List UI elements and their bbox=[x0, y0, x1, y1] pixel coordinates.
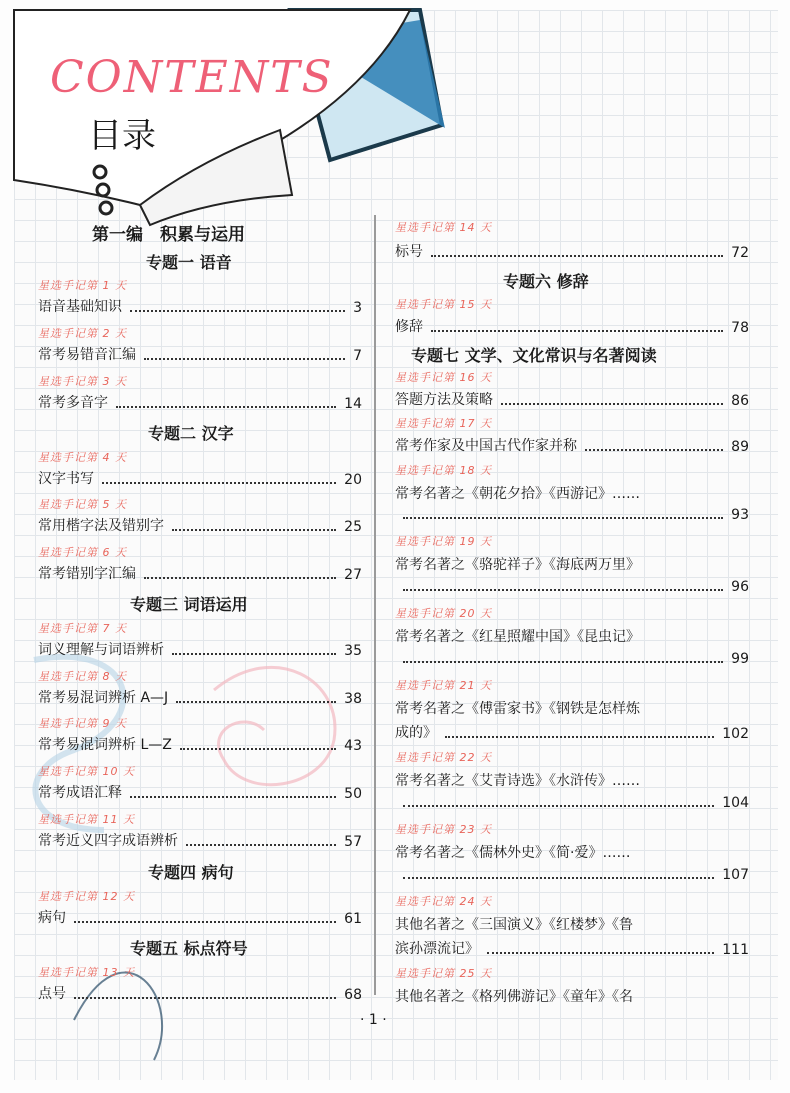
leader-dots bbox=[130, 796, 336, 798]
toc-entry[interactable] bbox=[38, 392, 362, 412]
entry-page: 68 bbox=[344, 987, 362, 1003]
topic-heading-2: 专题二 汉字 bbox=[148, 424, 234, 443]
leader-dots bbox=[431, 255, 723, 257]
entry-title: 常考错别字汇编 bbox=[38, 566, 136, 582]
topic-heading-7: 专题七 文学、文化常识与名著阅读 bbox=[411, 346, 657, 365]
leader-dots bbox=[403, 805, 714, 807]
day-label: 星选手记第 7 天 bbox=[38, 622, 127, 635]
entry-title: 语音基础知识 bbox=[38, 299, 122, 315]
entry-page: 104 bbox=[722, 795, 749, 811]
toc-entry[interactable] bbox=[38, 344, 362, 364]
leader-dots bbox=[487, 952, 714, 954]
topic-heading-4: 专题四 病句 bbox=[148, 863, 234, 882]
day-label: 星选手记第 2 天 bbox=[38, 327, 127, 340]
toc-entry[interactable] bbox=[38, 468, 362, 488]
entry-title: 修辞 bbox=[395, 319, 423, 335]
entry-page: 27 bbox=[344, 567, 362, 583]
day-label: 星选手记第 13 天 bbox=[38, 966, 135, 979]
day-label: 星选手记第 20 天 bbox=[395, 607, 492, 620]
toc-entry[interactable] bbox=[395, 316, 749, 336]
entry-title-continued: 成的》 bbox=[395, 725, 437, 741]
leader-dots bbox=[74, 997, 336, 999]
day-label: 星选手记第 8 天 bbox=[38, 670, 127, 683]
topic-heading-6: 专题六 修辞 bbox=[503, 272, 589, 291]
day-label: 星选手记第 17 天 bbox=[395, 417, 492, 430]
toc-entry[interactable] bbox=[38, 830, 362, 850]
entry-title[interactable]: 常考名著之《儒林外史》《简·爱》…… bbox=[395, 845, 631, 861]
day-label: 星选手记第 9 天 bbox=[38, 717, 127, 730]
toc-entry[interactable] bbox=[38, 563, 362, 583]
entry-title-continued: 滨孙漂流记》 bbox=[395, 941, 479, 957]
day-label: 星选手记第 14 天 bbox=[395, 221, 492, 234]
leader-dots bbox=[130, 310, 345, 312]
leader-dots bbox=[403, 661, 723, 663]
day-label: 星选手记第 10 天 bbox=[38, 765, 135, 778]
toc-entry[interactable] bbox=[395, 867, 749, 883]
notebook-illustration bbox=[0, 0, 460, 240]
day-label: 星选手记第 19 天 bbox=[395, 535, 492, 548]
topic-heading-3: 专题三 词语运用 bbox=[130, 595, 248, 614]
entry-page: 99 bbox=[731, 651, 749, 667]
entry-page: 3 bbox=[353, 300, 362, 316]
toc-entry[interactable] bbox=[395, 389, 749, 409]
day-label: 星选手记第 15 天 bbox=[395, 298, 492, 311]
mulu-heading: 目录 bbox=[88, 116, 156, 156]
toc-entry[interactable] bbox=[395, 795, 749, 811]
toc-entry[interactable] bbox=[38, 907, 362, 927]
day-label: 星选手记第 5 天 bbox=[38, 498, 127, 511]
entry-title[interactable]: 其他名著之《三国演义》《红楼梦》《鲁 bbox=[395, 917, 633, 933]
entry-page: 38 bbox=[344, 691, 362, 707]
toc-entry[interactable] bbox=[395, 507, 749, 523]
entry-page: 93 bbox=[731, 507, 749, 523]
entry-page: 86 bbox=[731, 393, 749, 409]
leader-dots bbox=[144, 577, 336, 579]
entry-page: 96 bbox=[731, 579, 749, 595]
toc-entry[interactable] bbox=[38, 296, 362, 316]
toc-entry[interactable] bbox=[38, 639, 362, 659]
page-number: · 1 · bbox=[360, 1012, 387, 1028]
leader-dots bbox=[172, 653, 336, 655]
contents-heading: CONTENTS bbox=[50, 52, 334, 103]
toc-entry[interactable] bbox=[38, 734, 362, 754]
toc-entry[interactable] bbox=[38, 687, 362, 707]
leader-dots bbox=[431, 330, 723, 332]
entry-page: 61 bbox=[344, 911, 362, 927]
entry-title: 常用楷字法及错别字 bbox=[38, 518, 164, 534]
entry-page: 89 bbox=[731, 439, 749, 455]
entry-page: 102 bbox=[722, 726, 749, 742]
entry-title: 答题方法及策略 bbox=[395, 392, 493, 408]
leader-dots bbox=[144, 358, 345, 360]
entry-page: 43 bbox=[344, 738, 362, 754]
entry-page: 50 bbox=[344, 786, 362, 802]
day-label: 星选手记第 24 天 bbox=[395, 895, 492, 908]
day-label: 星选手记第 22 天 bbox=[395, 751, 492, 764]
leader-dots bbox=[445, 736, 714, 738]
entry-page: 14 bbox=[344, 396, 362, 412]
entry-title: 病句 bbox=[38, 910, 66, 926]
leader-dots bbox=[186, 844, 336, 846]
entry-title[interactable]: 常考名著之《骆驼祥子》《海底两万里》 bbox=[395, 557, 640, 573]
day-label: 星选手记第 1 天 bbox=[38, 279, 127, 292]
toc-entry[interactable] bbox=[38, 515, 362, 535]
toc-entry[interactable] bbox=[395, 722, 749, 742]
entry-title[interactable]: 常考名著之《朝花夕拾》《西游记》…… bbox=[395, 486, 640, 502]
entry-page: 57 bbox=[344, 834, 362, 850]
entry-title[interactable]: 常考名著之《艾青诗选》《水浒传》…… bbox=[395, 773, 640, 789]
leader-dots bbox=[585, 449, 723, 451]
entry-page: 7 bbox=[353, 348, 362, 364]
leader-dots bbox=[176, 701, 336, 703]
day-label: 星选手记第 11 天 bbox=[38, 813, 135, 826]
entry-page: 35 bbox=[344, 643, 362, 659]
entry-title[interactable]: 常考名著之《红星照耀中国》《昆虫记》 bbox=[395, 629, 640, 645]
entry-page: 20 bbox=[344, 472, 362, 488]
entry-title: 常考成语汇释 bbox=[38, 785, 122, 801]
day-label: 星选手记第 16 天 bbox=[395, 371, 492, 384]
toc-entry[interactable] bbox=[395, 241, 749, 261]
entry-page: 25 bbox=[344, 519, 362, 535]
entry-title: 标号 bbox=[395, 244, 423, 260]
entry-title: 点号 bbox=[38, 986, 66, 1002]
entry-title: 常考多音字 bbox=[38, 395, 108, 411]
topic-heading-1: 专题一 语音 bbox=[146, 253, 232, 272]
entry-title[interactable]: 其他名著之《格列佛游记》《童年》《名 bbox=[395, 989, 633, 1005]
entry-page: 72 bbox=[731, 245, 749, 261]
leader-dots bbox=[501, 403, 723, 405]
column-divider bbox=[374, 215, 376, 995]
toc-entry[interactable] bbox=[38, 983, 362, 1003]
toc-entry[interactable] bbox=[395, 938, 749, 958]
entry-title: 常考近义四字成语辨析 bbox=[38, 833, 178, 849]
toc-entry[interactable] bbox=[395, 435, 749, 455]
part-title: 第一编 积累与运用 bbox=[92, 225, 245, 245]
toc-entry[interactable] bbox=[395, 579, 749, 595]
leader-dots bbox=[180, 748, 336, 750]
toc-entry[interactable] bbox=[395, 651, 749, 667]
toc-entry[interactable] bbox=[38, 782, 362, 802]
entry-title: 词义理解与词语辨析 bbox=[38, 642, 164, 658]
day-label: 星选手记第 23 天 bbox=[395, 823, 492, 836]
entry-title: 常考作家及中国古代作家并称 bbox=[395, 438, 577, 454]
day-label: 星选手记第 12 天 bbox=[38, 890, 135, 903]
day-label: 星选手记第 21 天 bbox=[395, 679, 492, 692]
entry-title: 常考易混词辨析 L—Z bbox=[38, 737, 172, 753]
leader-dots bbox=[172, 529, 336, 531]
entry-title: 常考易混词辨析 A—J bbox=[38, 690, 169, 706]
day-label: 星选手记第 3 天 bbox=[38, 375, 127, 388]
day-label: 星选手记第 6 天 bbox=[38, 546, 127, 559]
leader-dots bbox=[403, 589, 723, 591]
entry-title[interactable]: 常考名著之《傅雷家书》《钢铁是怎样炼 bbox=[395, 701, 640, 717]
day-label: 星选手记第 25 天 bbox=[395, 967, 492, 980]
leader-dots bbox=[403, 517, 723, 519]
topic-heading-5: 专题五 标点符号 bbox=[130, 939, 248, 958]
entry-title: 常考易错音汇编 bbox=[38, 347, 136, 363]
entry-page: 111 bbox=[722, 942, 749, 958]
entry-page: 78 bbox=[731, 320, 749, 336]
entry-page: 107 bbox=[722, 867, 749, 883]
leader-dots bbox=[403, 877, 714, 879]
leader-dots bbox=[102, 482, 336, 484]
leader-dots bbox=[116, 406, 336, 408]
day-label: 星选手记第 18 天 bbox=[395, 464, 492, 477]
leader-dots bbox=[74, 921, 336, 923]
day-label: 星选手记第 4 天 bbox=[38, 451, 127, 464]
entry-title: 汉字书写 bbox=[38, 471, 94, 487]
